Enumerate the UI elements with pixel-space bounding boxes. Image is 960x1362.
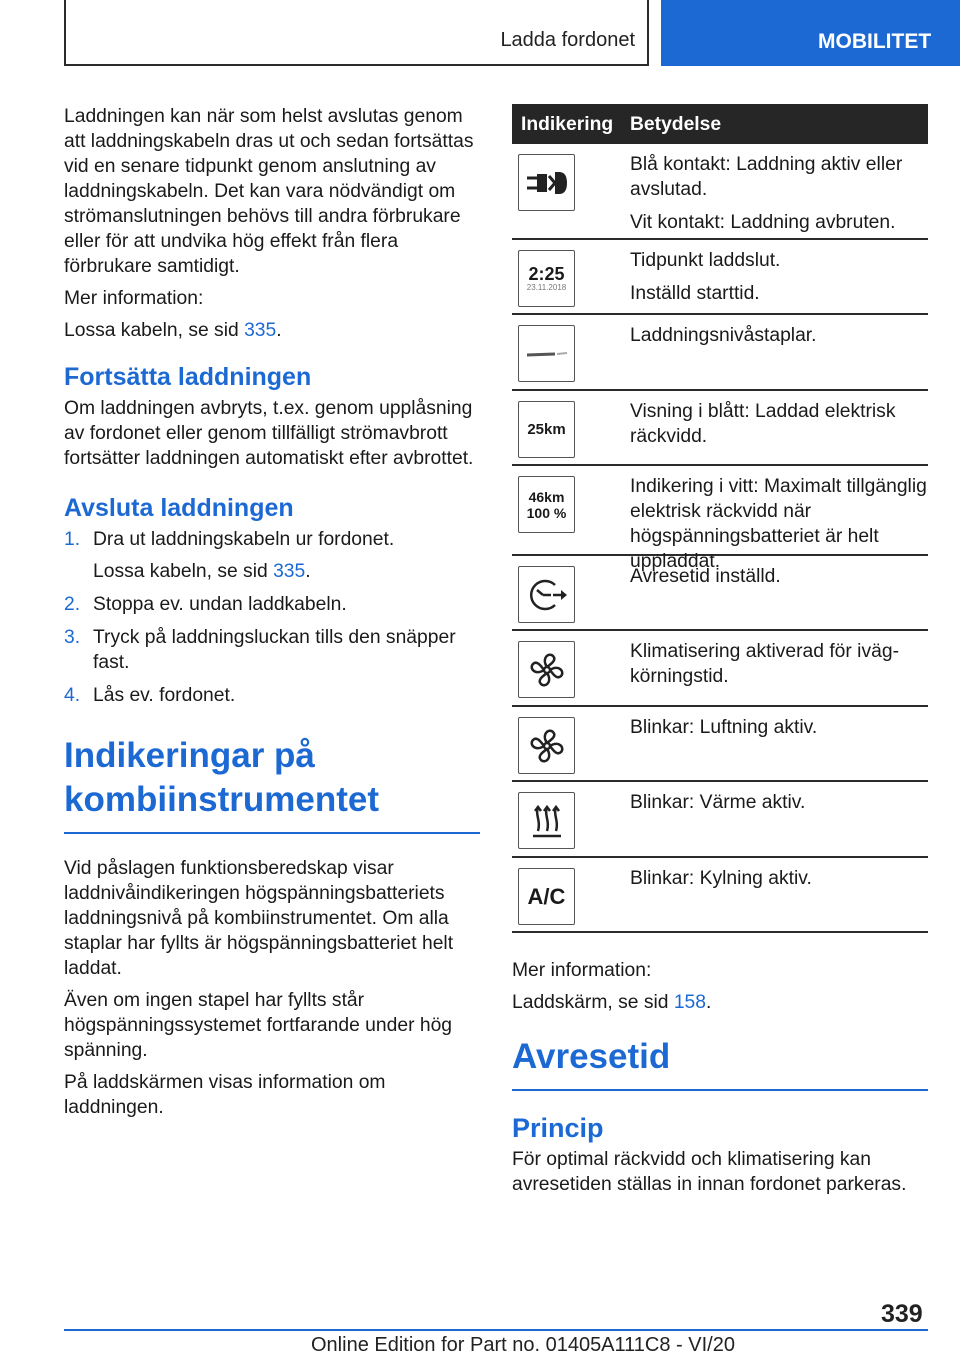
table-row [512,782,928,858]
indicators-paragraph: Vid påslagen funktionsberedskap visar laddnivåindikeringen högspänningsbatteriets laddningsnivå på kombiinstrumentet. Om alla staplar har fyllts är högspänningsbatteriet helt laddat. [64,858,454,979]
departure-clock-icon [518,566,575,623]
indicators-paragraph: På laddskärmen visas information om laddningen. [64,1072,386,1118]
heading-rule [512,1089,928,1091]
table-row [512,315,928,391]
range-icon: 25km [518,401,575,458]
ac-icon: A/C [518,868,575,925]
row-text: Avresetid inställd. [630,566,781,587]
list-item: 3. Tryck på laddningsluckan tills den snäpper fast. [64,627,456,673]
row-text: Blinkar: Luftning aktiv. [630,717,818,738]
page-link[interactable]: 158 [673,992,706,1013]
row-text: Blå kontakt: Laddning aktiv eller avslutad. [630,154,903,200]
cross-reference: Lossa kabeln, se sid 335. [64,320,282,341]
list-item: 1. Dra ut laddningskabeln ur fordonet. Lossa kabeln, se sid 335. [64,529,395,582]
column-header: Indikering [521,114,614,135]
continue-paragraph: Om laddningen avbryts, t.ex. genom upplåsning av fordonet eller genom tillfälligt strömavbrott fortsätter laddningen automatiskt efter avbrottet. [64,398,474,469]
charge-bars-icon [518,325,575,382]
section-title: Ladda fordonet [500,29,635,51]
cross-reference: Laddskärm, se sid 158. [512,992,712,1013]
table-row [512,391,928,466]
intro-paragraph: Laddningen kan när som helst avslutas genom att laddningskabeln dras ut och sedan fortsättas vid en senare tidpunkt genom anslutning av laddningskabeln. Det kan vara nödvändigt om strömanslutningen behövs till andra förbrukare eller för att undvika hög effekt från flera förbrukare samtidigt. [64,106,474,277]
edition-text: Online Edition for Part no. 01405A111C8 - VI/20 [311,1334,735,1356]
table-row [512,631,928,707]
header-section-box [64,0,649,66]
heading-end-charging: Avsluta laddningen [64,494,294,522]
principle-paragraph: För optimal räckvidd och klimatisering kan avresetiden ställas in innan fordonet parkeras. [512,1149,907,1195]
heading-indicators: Indikeringar på kombiinstrumentet [64,736,380,819]
row-text: Blinkar: Kylning aktiv. [630,868,812,889]
heading-principle: Princip [512,1113,604,1143]
row-text: Vit kontakt: Laddning avbruten. [630,212,896,233]
chapter-tab-label: MOBILITET [818,30,932,53]
right-column [512,958,928,1204]
table-row [512,466,928,572]
table-row [512,240,928,315]
list-item: 2. Stoppa ev. undan laddkabeln. [64,594,347,615]
plug-icon [518,154,575,211]
heading-continue-charging: Fortsätta laddningen [64,363,312,391]
row-text: Klimatisering aktiverad för ivägkörningstid. [630,641,899,687]
table-row [512,707,928,782]
page-number: 339 [881,1300,923,1328]
more-info-label: Mer information: [512,960,652,981]
heading-departure-time: Avresetid [512,1037,671,1076]
max-range-icon: 46km 100 % [518,476,575,533]
fan-icon [518,641,575,698]
table-header [512,104,928,144]
list-item: 4. Lås ev. fordonet. [64,685,236,706]
indicators-paragraph: Även om ingen stapel har fyllts står högspänningssystemet fortfarande under hög spänning. [64,990,453,1061]
more-info-label: Mer information: [64,288,204,309]
row-text: Laddningsnivåstaplar. [630,325,817,346]
indicator-table [512,104,928,933]
time-icon: 2:25 23.11.2018 [518,250,575,307]
steps-list [64,527,480,708]
page-link[interactable]: 335 [244,320,277,341]
heat-icon [518,792,575,849]
table-row [512,858,928,933]
table-row [512,556,928,631]
chapter-tab[interactable] [661,0,960,66]
row-text: Indikering i vitt: Maximalt tillgänglig elektrisk räckvidd när högspänningsbatteriet är helt uppladdat. [630,476,927,572]
footer-rule [64,1329,928,1331]
page-link[interactable]: 335 [273,561,306,582]
column-header: Betydelse [630,114,722,135]
table-row [512,144,928,240]
row-text: Visning i blått: Laddad elektrisk räckvidd. [630,401,896,447]
row-text: Inställd starttid. [630,283,760,304]
fan-icon [518,717,575,774]
row-text: Tidpunkt laddslut. [630,250,781,271]
left-column [64,104,480,1127]
row-text: Blinkar: Värme aktiv. [630,792,806,813]
